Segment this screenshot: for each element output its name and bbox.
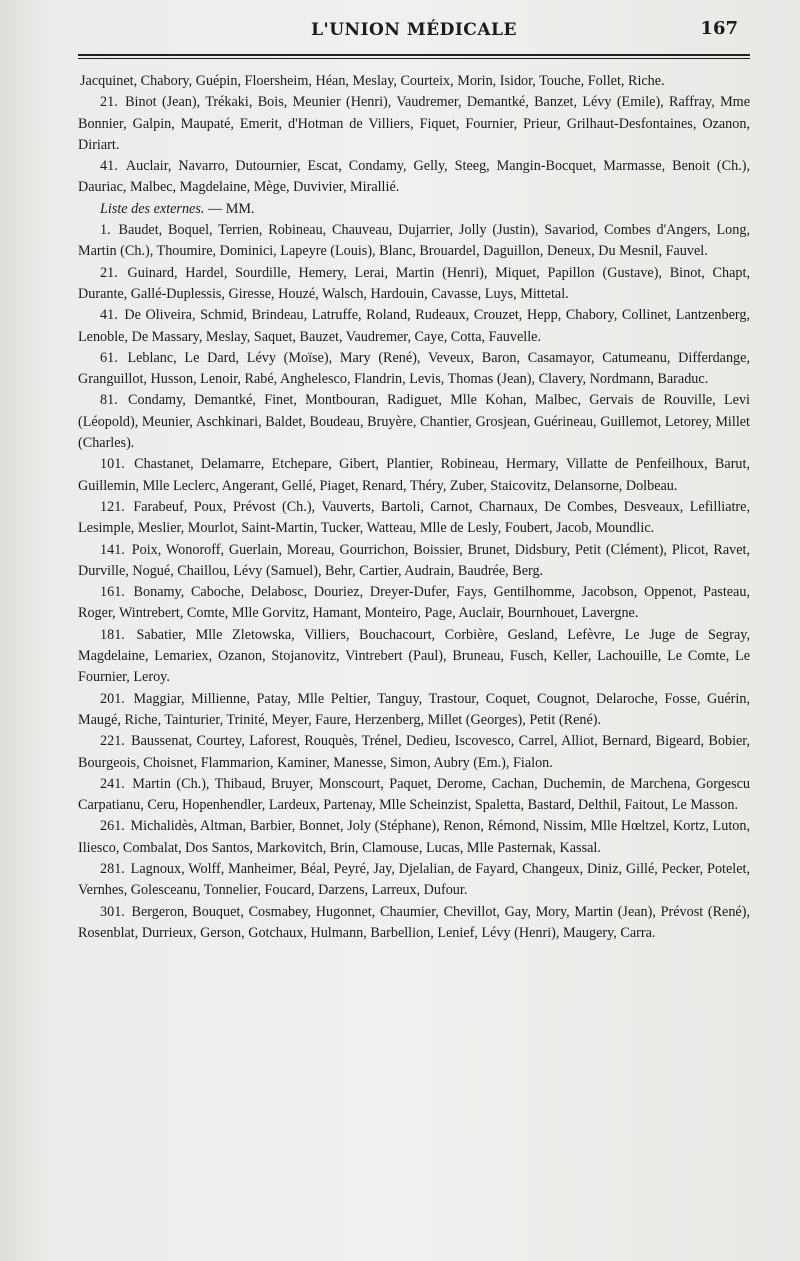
- list-names: Binot (Jean), Trékaki, Bois, Meunier (Henri), Vaudremer, Demantké, Banzet, Lévy (Emile), Raffray, Mme Bonnier, Galpin, Maupaté, Emerit, d'Hotman de Villiers, Fiquet, Fournier, Prieur, Grilhaut-Desfontaines, Ozanon, Diriart.: [78, 94, 751, 153]
- list-number: 221.: [100, 733, 125, 750]
- list-number: 241.: [100, 775, 125, 792]
- list-number: 161.: [100, 584, 125, 601]
- externes-heading-label: Liste des externes.: [100, 200, 205, 217]
- list-names: Chastanet, Delamarre, Etchepare, Gibert, Plantier, Robineau, Hermary, Villatte de Penfeilhoux, Barut, Guillemin, Mlle Leclerc, Angerant, Gellé, Piaget, Renard, Théry, Zuber, Staicovitz, Delansorne, Dolbeau.: [78, 456, 751, 494]
- list-paragraph: [78, 859, 750, 902]
- running-title: L'UNION MÉDICALE: [311, 20, 517, 40]
- list-paragraph: [78, 731, 750, 774]
- list-number: 201.: [100, 690, 125, 707]
- list-paragraph: [78, 220, 750, 263]
- list-paragraph: [78, 454, 750, 497]
- list-paragraph: [78, 625, 750, 689]
- list-names: Poix, Wonoroff, Guerlain, Moreau, Gourrichon, Boissier, Brunet, Didsbury, Petit (Clément), Plicot, Ravet, Durville, Nogué, Chaillou, Lévy (Samuel), Behr, Cartier, Audrain, Baudrée, Berg.: [78, 541, 751, 579]
- list-paragraph: [78, 582, 750, 625]
- list-number: 41.: [100, 158, 118, 175]
- list-paragraph: [78, 263, 750, 306]
- list-paragraph: [78, 689, 750, 732]
- body-text: [78, 71, 750, 944]
- list-names: Guinard, Hardel, Sourdille, Hemery, Lerai, Martin (Henri), Miquet, Papillon (Gustave), Binot, Chapt, Durante, Gallé-Duplessis, Giresse, Houzé, Walsch, Hardouin, Cavasse, Luys, Mittetal.: [78, 264, 750, 302]
- externes-heading: [78, 199, 750, 220]
- list-paragraph: [78, 540, 750, 583]
- list-paragraph: [78, 71, 750, 92]
- list-paragraph: [78, 902, 750, 945]
- list-names: Jacquinet, Chabory, Guépin, Floersheim, Héan, Meslay, Courteix, Morin, Isidor, Touche, Follet, Riche.: [80, 73, 665, 89]
- list-names: Bonamy, Caboche, Delabosc, Douriez, Dreyer-Dufer, Fays, Gentilhomme, Jacobson, Oppenot, Pasteau, Roger, Wintrebert, Comte, Mlle Gorvitz, Hamant, Monteiro, Page, Auclair, Bournhouet, Lavergne.: [78, 584, 750, 622]
- list-paragraph: [78, 816, 750, 859]
- header-rule: [78, 54, 750, 59]
- list-names: Maggiar, Millienne, Patay, Mlle Peltier, Tanguy, Trastour, Coquet, Cougnot, Delaroche, Fosse, Guérin, Maugé, Riche, Tainturier, Trinité, Meyer, Faure, Herzenberg, Millet (Georges), Petit (René).: [78, 690, 750, 728]
- list-number: 181.: [100, 626, 125, 643]
- list-paragraph: [78, 156, 750, 199]
- page-number: 167: [700, 18, 738, 39]
- list-number: 41.: [100, 307, 118, 324]
- list-number: 21.: [100, 94, 118, 111]
- list-paragraph: [78, 497, 750, 540]
- list-names: Baussenat, Courtey, Laforest, Rouquès, Trénel, Dedieu, Iscovesco, Carrel, Alliot, Bernard, Bigeard, Bobier, Bourgeois, Choisnet, Flammarion, Kaminer, Manesse, Simon, Aubry (Em.), Fialon.: [78, 733, 751, 771]
- list-number: 21.: [100, 264, 118, 281]
- list-names: Lagnoux, Wolff, Manheimer, Béal, Peyré, Jay, Djelalian, de Fayard, Changeux, Diniz, Gillé, Pecker, Potelet, Vernhes, Golesceanu, Tonnelier, Foucard, Darzens, Larreux, Dufour.: [78, 860, 751, 899]
- list-names: Martin (Ch.), Thibaud, Bruyer, Monscourt, Paquet, Derome, Cachan, Duchemin, de Marchena, Gorgescu Carpatianu, Ceru, Hopenhendler, Lardeux, Partenay, Mlle Scheinzist, Spaletta, Bastard, Delthil, Faitout, Le Masson.: [78, 775, 750, 814]
- list-names: Condamy, Demantké, Finet, Montbouran, Radiguet, Mlle Kohan, Malbec, Gervais de Rouville, Levi (Léopold), Meunier, Aschkinari, Baldet, Boudeau, Bruyère, Chantier, Grosjean, Guérineau, Guillemot, Letorey, Millet (Charles).: [78, 392, 751, 452]
- list-names: Bergeron, Bouquet, Cosmabey, Hugonnet, Chaumier, Chevillot, Gay, Mory, Martin (Jean), Prévost (René), Rosenblat, Durrieux, Gerson, Gotchaux, Hulmann, Barbellion, Lenief, Lévy (Henri), Maugery, Carra.: [78, 903, 750, 941]
- list-names: Auclair, Navarro, Dutournier, Escat, Condamy, Gelly, Steeg, Mangin-Bocquet, Marmasse, Benoit (Ch.), Dauriac, Malbec, Magdelaine, Mège, Duvivier, Mirallié.: [78, 158, 751, 196]
- list-names: Leblanc, Le Dard, Lévy (Moïse), Mary (René), Veveux, Baron, Casamayor, Catumeanu, Differdange, Granguillot, Husson, Lenoir, Rabé, Anghelesco, Flandrin, Levis, Thomas (Jean), Clavery, Nordmann, Baraduc.: [78, 349, 750, 388]
- list-names: De Oliveira, Schmid, Brindeau, Latruffe, Roland, Rudeaux, Crouzet, Hepp, Chabory, Collinet, Lantzenberg, Lenoble, De Massary, Meslay, Saquet, Bauzet, Vaudremer, Caye, Cotta, Fauvelle.: [78, 307, 750, 345]
- list-number: 61.: [100, 349, 118, 366]
- list-number: 101.: [100, 456, 125, 473]
- list-paragraph: [78, 390, 750, 454]
- list-names: Baudet, Boquel, Terrien, Robineau, Chauveau, Dujarrier, Jolly (Justin), Savariod, Combes d'Angers, Long, Martin (Ch.), Thoumire, Dominici, Lapeyre (Louis), Blanc, Brouardel, Daguillon, Deneux, Du Mesnil, Fauvel.: [78, 222, 751, 260]
- list-paragraph: [78, 774, 750, 817]
- list-names: Michalidès, Altman, Barbier, Bonnet, Joly (Stéphane), Renon, Rémond, Nissim, Mlle Hœltzel, Kortz, Luton, Iliesco, Combalat, Dos Santos, Markovitch, Brin, Clamouse, Lucas, Mlle Pasternak, Kassal.: [78, 818, 750, 856]
- list-number: 1.: [100, 222, 111, 239]
- list-names: Sabatier, Mlle Zletowska, Villiers, Bouchacourt, Corbière, Gesland, Lefèvre, Le Juge de Segray, Magdelaine, Lemariex, Ozanon, Stojanovitz, Vintrebert (Paul), Bruneau, Fusch, Keller, Lachouille, Le Comte, Le Fournier, Leroy.: [78, 626, 750, 686]
- list-number: 121.: [100, 498, 125, 515]
- externes-heading-suffix: — MM.: [204, 200, 255, 217]
- list-number: 281.: [100, 860, 125, 877]
- list-number: 261.: [100, 818, 125, 835]
- list-number: 141.: [100, 541, 125, 558]
- list-paragraph: [78, 348, 750, 391]
- list-names: Farabeuf, Poux, Prévost (Ch.), Vauverts, Bartoli, Carnot, Charnaux, De Combes, Desveaux, Lefilliatre, Lesimple, Meslier, Mourlot, Saint-Martin, Tucker, Watteau, Mlle de Lesly, Foubert, Jacob, Moundlic.: [78, 498, 751, 537]
- page-header: [78, 14, 750, 46]
- list-paragraph: [78, 92, 750, 156]
- list-number: 301.: [100, 903, 125, 920]
- list-number: 81.: [100, 392, 118, 409]
- list-paragraph: [78, 305, 750, 348]
